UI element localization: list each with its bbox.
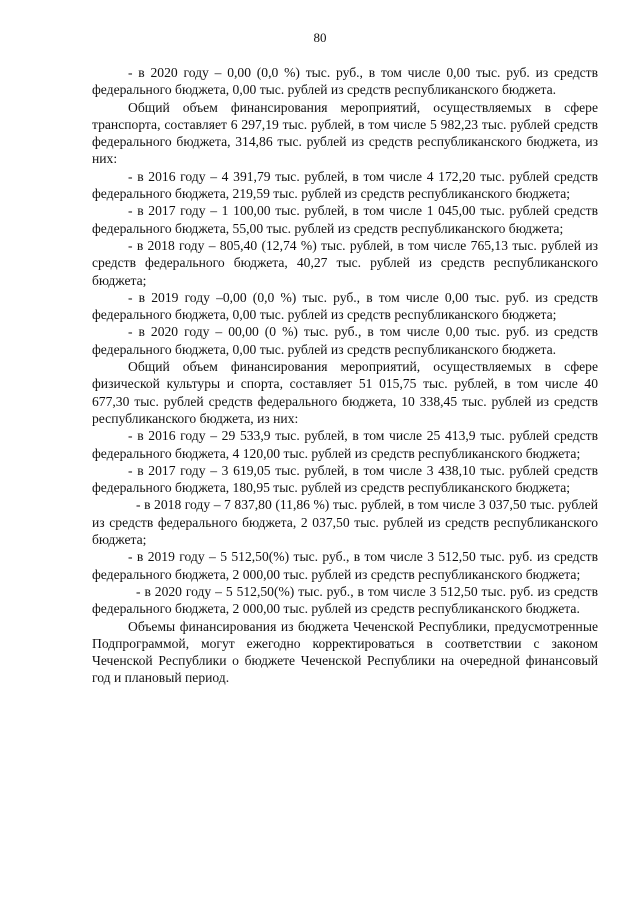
paragraph: - в 2020 году – 0,00 (0,0 %) тыс. руб., в том числе 0,00 тыс. руб. из средств федерального бюджета, 0,00 тыс. рублей из средств республиканского бюджета. xyxy=(92,65,598,98)
paragraph: Общий объем финансирования мероприятий, осуществляемых в сфере физической культуры и спорта, составляет 51 015,75 тыс. рублей, в том числе 40 677,30 тыс. рублей средств федерального бюджета, 10 338,45 тыс. рублей из средств республиканского бюджета, из них: xyxy=(92,359,598,426)
paragraph: - в 2016 году – 29 533,9 тыс. рублей, в том числе 25 413,9 тыс. рублей средств федерального бюджета, 4 120,00 тыс. рублей из средств республиканского бюджета; xyxy=(92,428,598,461)
paragraph: - в 2018 году – 7 837,80 (11,86 %) тыс. рублей, в том числе 3 037,50 тыс. рублей из средств федерального бюджета, 2 037,50 тыс. рублей из средств республиканского бюджета; xyxy=(92,497,598,548)
paragraph: - в 2019 году –0,00 (0,0 %) тыс. руб., в том числе 0,00 тыс. руб. из средств федерального бюджета, 0,00 тыс. рублей из средств республиканского бюджета; xyxy=(92,289,598,323)
paragraph: - в 2019 году – 5 512,50(%) тыс. руб., в том числе 3 512,50 тыс. руб. из средств федерального бюджета, 2 000,00 тыс. рублей из средств республиканского бюджета; xyxy=(92,549,598,582)
paragraph: - в 2020 году – 00,00 (0 %) тыс. руб., в том числе 0,00 тыс. руб. из средств федерального бюджета, 0,00 тыс. рублей из средств республиканского бюджета. xyxy=(92,324,598,357)
paragraph: - в 2018 году – 805,40 (12,74 %) тыс. рублей, в том числе 765,13 тыс. рублей из средств федерального бюджета, 40,27 тыс. рублей из средств республиканского бюджета; xyxy=(92,237,598,288)
document-body xyxy=(92,64,598,687)
page-number: 80 xyxy=(313,30,327,45)
paragraph: - в 2017 году – 1 100,00 тыс. рублей, в том числе 1 045,00 тыс. рублей средств федерального бюджета, 55,00 тыс. рублей из средств республиканского бюджета; xyxy=(92,203,598,236)
paragraph: Общий объем финансирования мероприятий, осуществляемых в сфере транспорта, составляет 6 297,19 тыс. рублей, в том числе 5 982,23 тыс. рублей средств федерального бюджета, 314,86 тыс. рублей из средств республиканского бюджета, из них: xyxy=(92,99,598,167)
paragraph: - в 2020 году – 5 512,50(%) тыс. руб., в том числе 3 512,50 тыс. руб. из средств федерального бюджета, 2 000,00 тыс. рублей из средств республиканского бюджета. xyxy=(92,583,598,617)
paragraph: - в 2016 году – 4 391,79 тыс. рублей, в том числе 4 172,20 тыс. рублей средств федерального бюджета, 219,59 тыс. рублей из средств республиканского бюджета; xyxy=(92,168,598,202)
paragraph: - в 2017 году – 3 619,05 тыс. рублей, в том числе 3 438,10 тыс. рублей средств федерального бюджета, 180,95 тыс. рублей из средств республиканского бюджета; xyxy=(92,462,598,496)
paragraph: Объемы финансирования из бюджета Чеченской Республики, предусмотренные Подпрограммой, могут ежегодно корректироваться в соответствии с законом Чеченской Республики о бюджете Чеченской Республики на очередной финансовый год и плановый период. xyxy=(92,618,598,686)
